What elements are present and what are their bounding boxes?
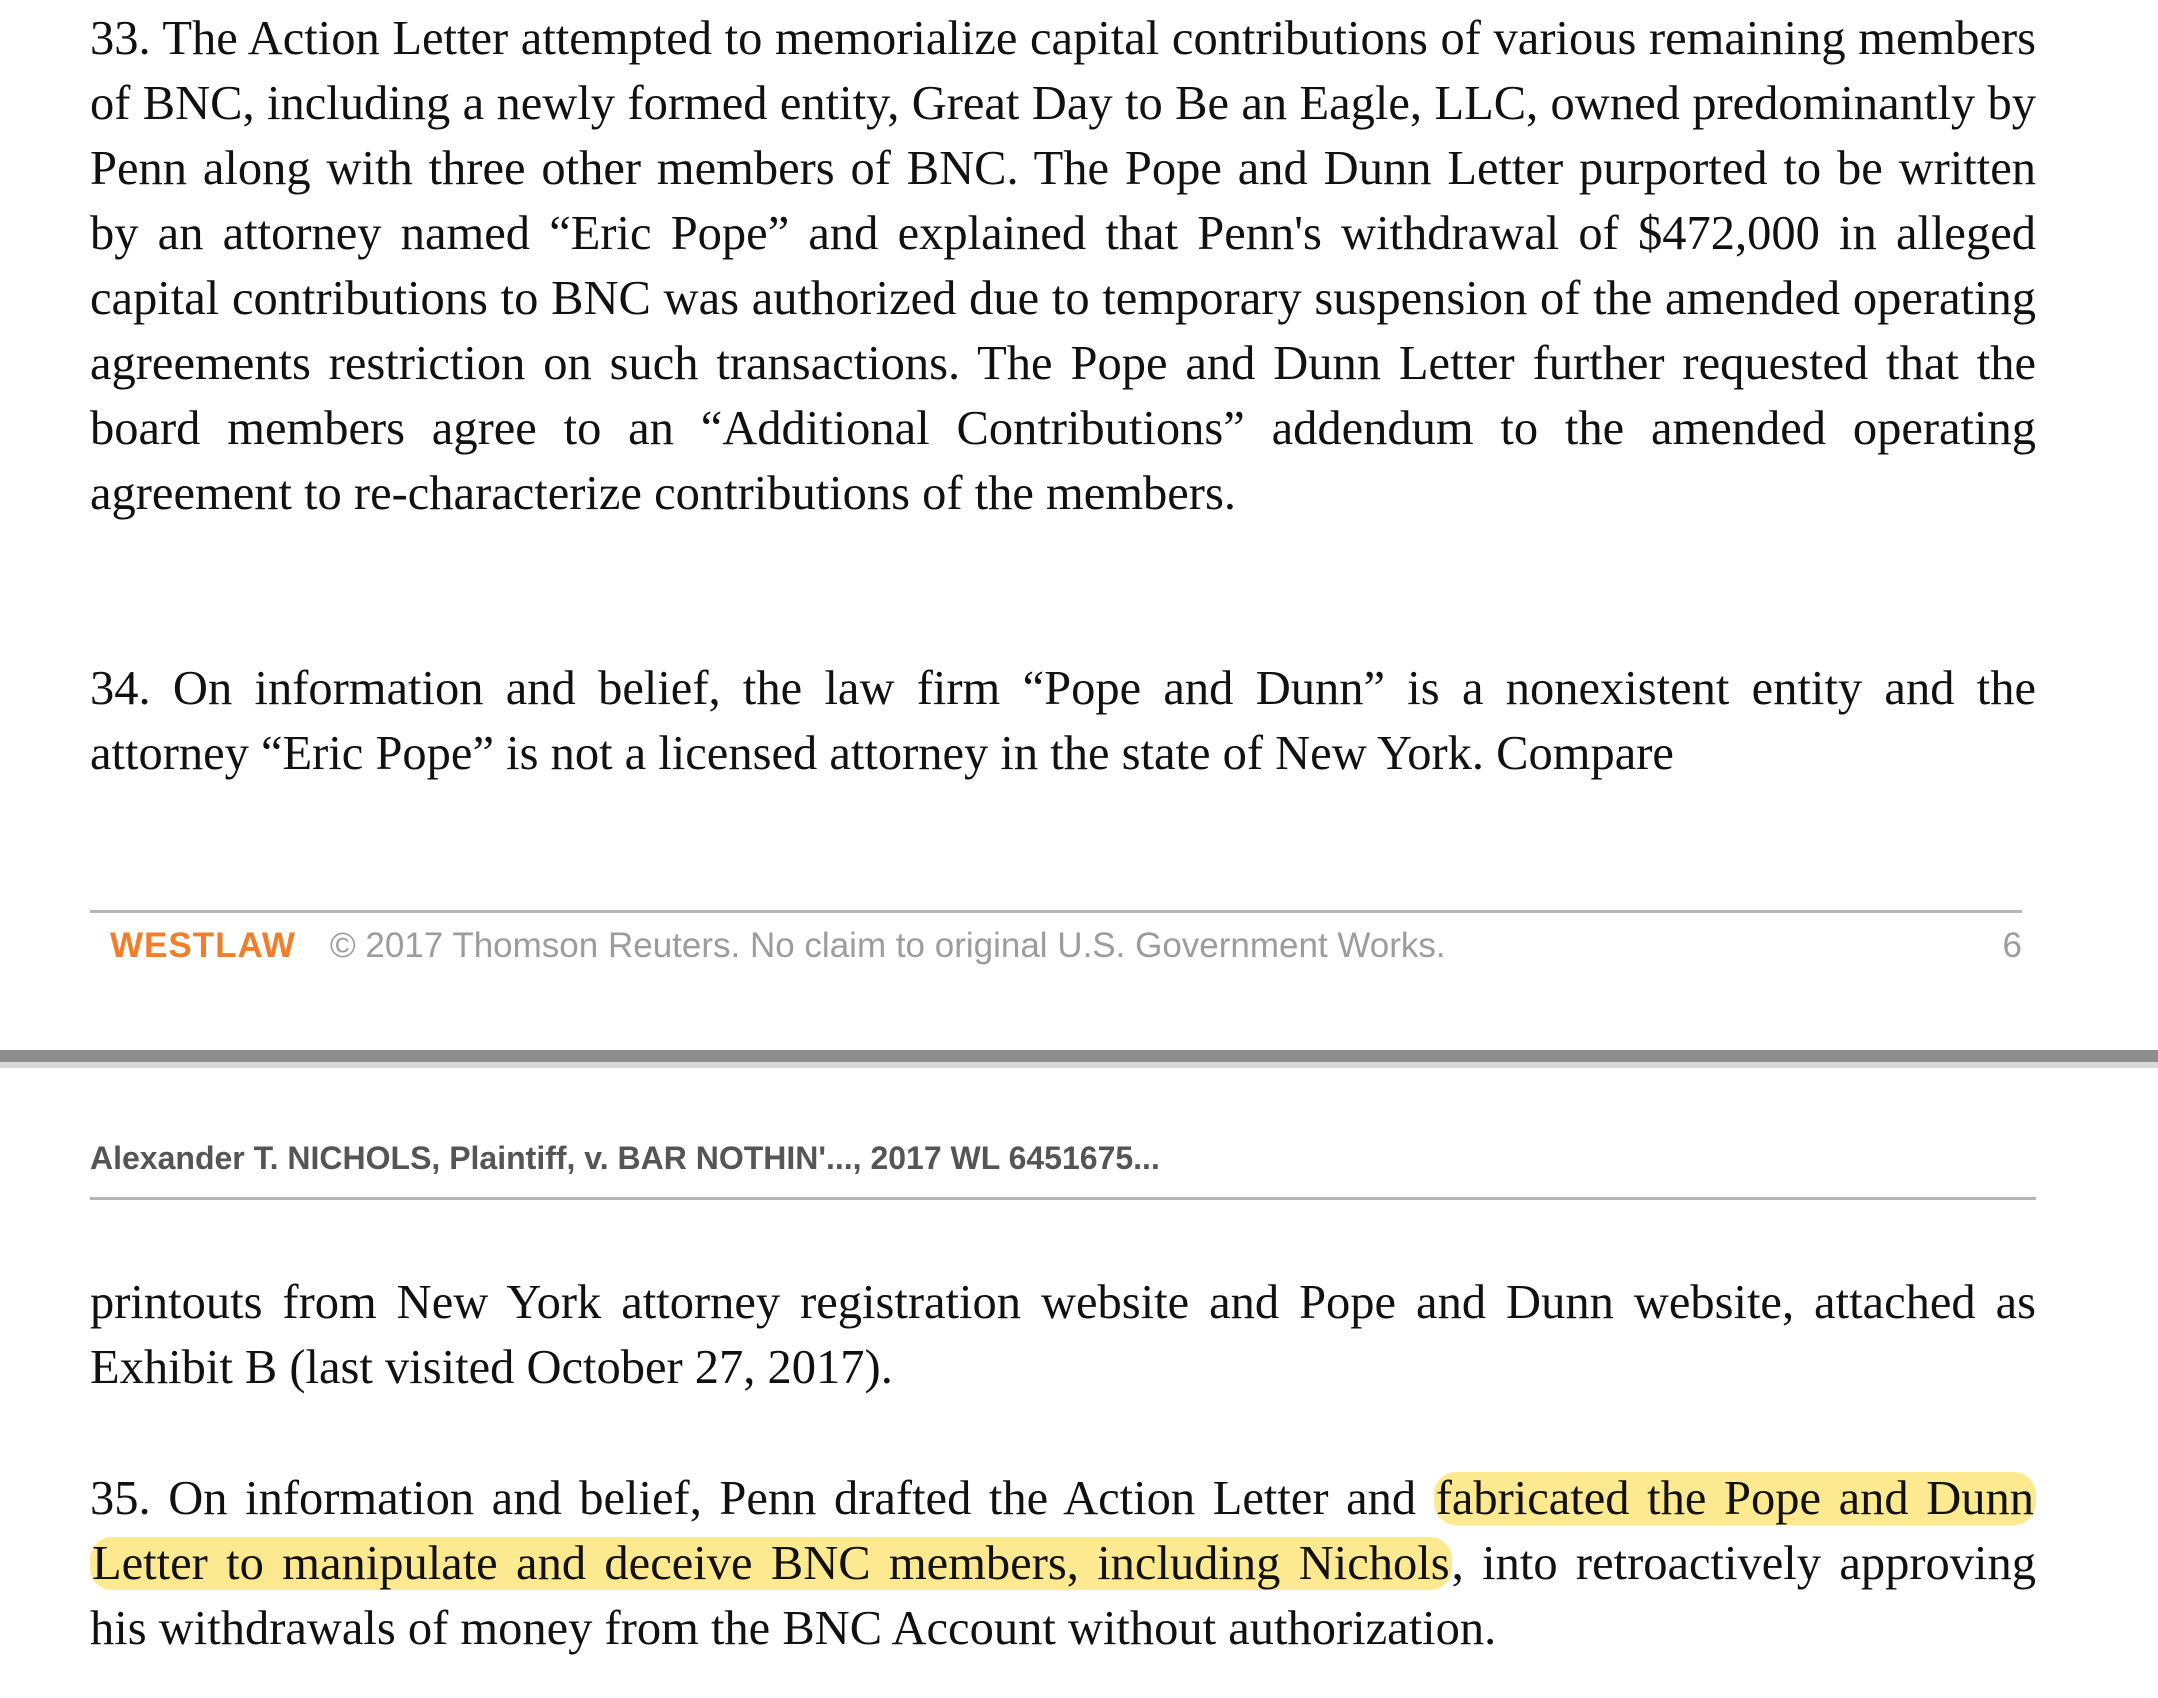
paragraph-34-start: 34. On information and belief, the law firm “Pope and Dunn” is a nonexistent entity and the attorney “Eric Pope” is not a licensed attorney in the state of New York. Compare: [90, 662, 2036, 780]
paragraph-35: [90, 1466, 2036, 1661]
highlighted-text[interactable]: fabricated the Pope and Dunn Letter to manipulate and deceive BNC members, including Nichols: [92, 1472, 2034, 1590]
westlaw-logo: WESTLAW: [110, 926, 296, 965]
footer-divider: [90, 910, 2022, 913]
paragraph-35-text-after: , into retroactively approving his withdrawals of money from the BNC Account without authorization.: [90, 1537, 2036, 1655]
case-header: Alexander T. NICHOLS, Plaintiff, v. BAR NOTHIN'..., 2017 WL 6451675...: [90, 1140, 1160, 1176]
paragraph-34-continued: printouts from New York attorney registration website and Pope and Dunn website, attached as Exhibit B (last visited October 27, 2017).: [90, 1276, 2036, 1394]
copyright-notice: © 2017 Thomson Reuters. No claim to original U.S. Government Works.: [329, 926, 1446, 965]
paragraph-35-text-before: 35. On information and belief, Penn drafted the Action Letter and: [90, 1472, 1434, 1525]
header-divider: [90, 1197, 2036, 1200]
page-number: 6: [2002, 926, 2022, 965]
page-break-divider: [0, 1050, 2158, 1062]
page-break-shadow: [0, 1062, 2158, 1068]
page-footer: [110, 924, 2022, 968]
paragraph-33: 33. The Action Letter attempted to memorialize capital contributions of various remaining members of BNC, including a newly formed entity, Great Day to Be an Eagle, LLC, owned predominantly by Penn along with three other members of BNC. The Pope and Dunn Letter purported to be written by an attorney named “Eric Pope” and explained that Penn's withdrawal of $472,000 in alleged capital contributions to BNC was authorized due to temporary suspension of the amended operating agreements restriction on such transactions. The Pope and Dunn Letter further requested that the board members agree to an “Additional Contributions” addendum to the amended operating agreement to re-characterize contributions of the members.: [90, 12, 2036, 520]
